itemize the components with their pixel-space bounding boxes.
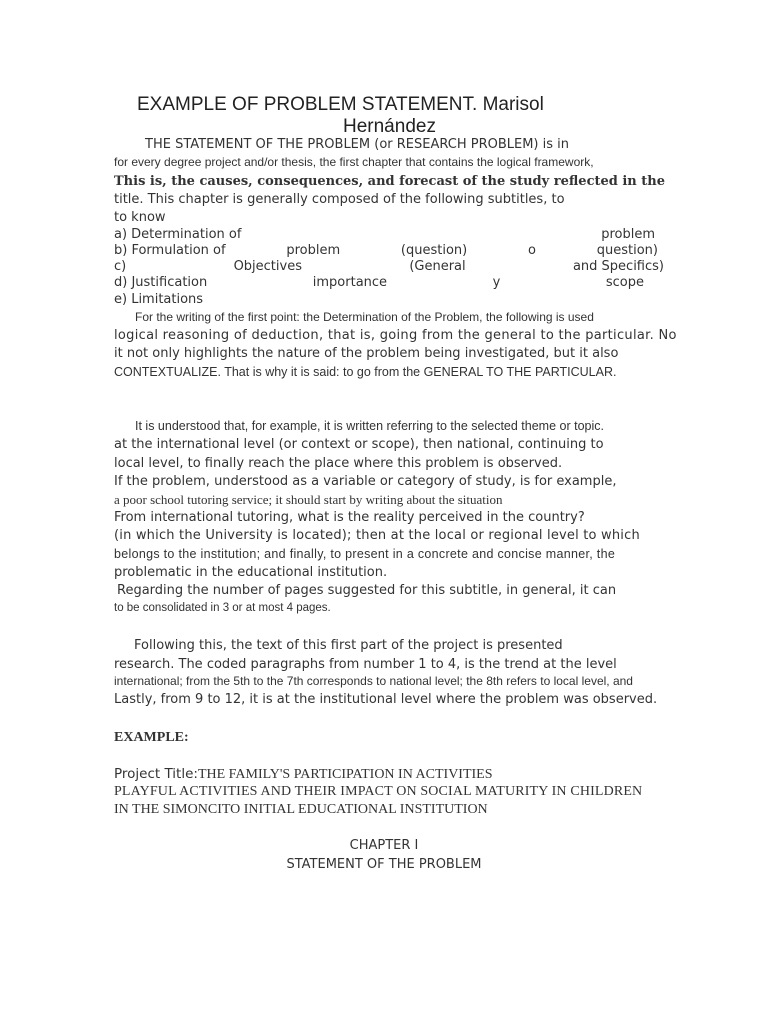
subtitle-item-b — [114, 244, 664, 259]
chapter-title: STATEMENT OF THE PROBLEM — [286, 857, 482, 872]
subtitle-text: importance — [312, 275, 388, 290]
subtitle-item-e: e) Limitations — [114, 292, 204, 307]
following-line: Following this, the text of this first part of the project is presented — [134, 638, 563, 653]
first-point-line: logical reasoning of deduction, that is, going from the general to the particular. No — [114, 328, 677, 343]
subtitle-text: Objectives — [233, 259, 302, 274]
first-point-line: it not only highlights the nature of the problem being investigated, but it also — [114, 346, 619, 361]
subtitle-text: o — [528, 243, 536, 258]
subtitle-text: a) Determination of — [114, 227, 242, 242]
subtitle-item-a — [114, 228, 664, 243]
understood-line: belongs to the institution; and finally, to present in a concrete and concise manner, the — [114, 547, 616, 561]
subtitle-text: scope — [605, 275, 644, 290]
subtitle-text: problem — [286, 243, 341, 258]
understood-line: at the international level (or context or scope), then national, continuing to — [114, 437, 604, 452]
project-title-line-1 — [114, 766, 493, 783]
subtitle-text: (General — [409, 259, 466, 274]
intro-line: for every degree project and/or thesis, the first chapter that contains the logical framework, — [114, 155, 594, 169]
doc-title-line-1: EXAMPLE OF PROBLEM STATEMENT. Marisol — [137, 94, 544, 115]
intro-line: title. This chapter is generally composed of the following subtitles, to — [114, 192, 565, 207]
subtitle-text: and Specifics) — [572, 259, 664, 274]
following-line: international; from the 5th to the 7th corresponds to national level; the 8th refers to local level, and — [114, 674, 633, 688]
subtitle-text: b) Formulation of — [114, 243, 226, 258]
subtitle-item-d — [114, 276, 664, 291]
understood-line: From international tutoring, what is the reality perceived in the country? — [114, 510, 585, 525]
first-point-line: For the writing of the first point: the Determination of the Problem, the following is used — [135, 310, 594, 324]
doc-title-line-2: Hernández — [343, 116, 436, 137]
example-heading: EXAMPLE: — [114, 730, 189, 745]
understood-line: If the problem, understood as a variable or category of study, is for example, — [114, 474, 617, 489]
subtitle-text: d) Justification — [114, 275, 208, 290]
following-line: Lastly, from 9 to 12, it is at the institutional level where the problem was observed. — [114, 692, 658, 707]
intro-line: to know — [114, 210, 166, 225]
following-line: research. The coded paragraphs from number 1 to 4, is the trend at the level — [114, 657, 617, 672]
understood-line: to be consolidated in 3 or at most 4 pages. — [114, 602, 331, 614]
subtitle-item-c — [114, 260, 664, 275]
project-title-text: THE FAMILY'S PARTICIPATION IN ACTIVITIES — [197, 767, 493, 782]
first-point-line: CONTEXTUALIZE. That is why it is said: to go from the GENERAL TO THE PARTICULAR. — [114, 365, 617, 379]
subtitle-text: c) — [114, 259, 127, 274]
understood-line: local level, to finally reach the place where this problem is observed. — [114, 456, 563, 471]
subtitle-text: (question) — [400, 243, 468, 258]
intro-line: THE STATEMENT OF THE PROBLEM (or RESEARCH PROBLEM) is in — [145, 137, 569, 152]
understood-line: (in which the University is located); then at the local or regional level to which — [114, 528, 640, 543]
project-title-label: Project Title: — [114, 766, 198, 782]
understood-line: a poor school tutoring service; it should start by writing about the situation — [114, 492, 503, 507]
understood-line: Regarding the number of pages suggested for this subtitle, in general, it can — [117, 583, 617, 598]
project-title-line-2: PLAYFUL ACTIVITIES AND THEIR IMPACT ON SOCIAL MATURITY IN CHILDREN — [114, 784, 643, 799]
understood-line: It is understood that, for example, it is written referring to the selected theme or topic. — [135, 419, 604, 433]
project-title-line-3: IN THE SIMONCITO INITIAL EDUCATIONAL INSTITUTION — [114, 802, 488, 817]
chapter-number: CHAPTER I — [349, 838, 419, 853]
subtitle-text: y — [492, 275, 501, 290]
understood-line: problematic in the educational institution. — [114, 565, 388, 580]
subtitle-text: question) — [596, 243, 658, 258]
subtitle-text: problem — [601, 227, 655, 242]
intro-line: This is, the causes, consequences, and forecast of the study reflected in the — [114, 174, 666, 189]
